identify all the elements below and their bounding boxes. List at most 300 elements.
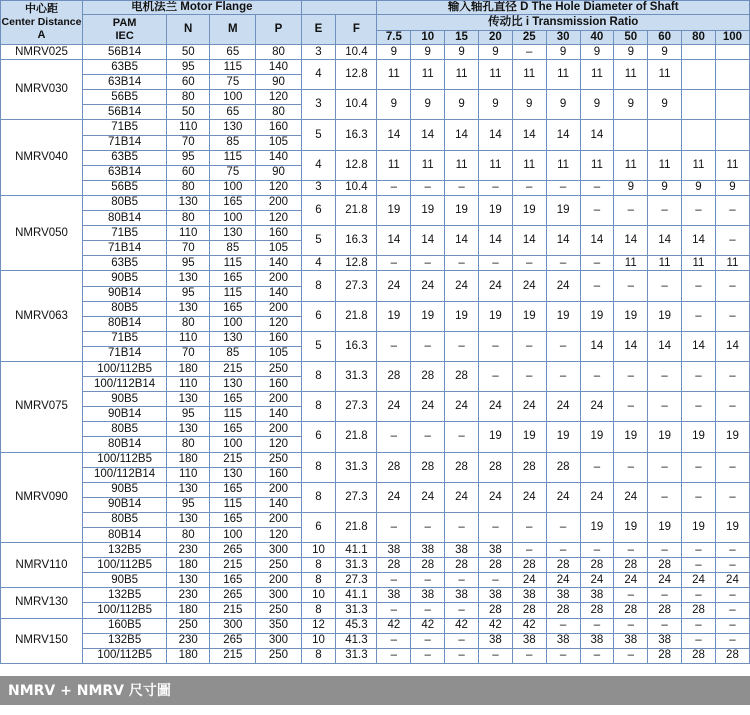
f-cell: 41.3	[336, 633, 377, 648]
shaft-diameter-cell: 14	[682, 226, 716, 256]
shaft-diameter-cell: 14	[445, 120, 479, 150]
m-cell: 85	[210, 241, 256, 256]
m-cell: 75	[210, 165, 256, 180]
e-cell: 10	[301, 633, 336, 648]
shaft-diameter-cell: 38	[614, 633, 648, 648]
center-distance-a: A	[37, 29, 46, 41]
p-cell: 105	[256, 135, 301, 150]
f-cell: 21.8	[336, 301, 377, 331]
shaft-diameter-cell: 38	[512, 633, 546, 648]
shaft-diameter-cell: 24	[445, 271, 479, 301]
f-cell: 27.3	[336, 482, 377, 512]
shaft-diameter-cell: –	[682, 558, 716, 573]
p-cell: 120	[256, 90, 301, 105]
pam-iec-header	[83, 15, 167, 45]
shaft-diameter-cell: 9	[546, 90, 580, 120]
n-cell: 230	[167, 588, 210, 603]
pam-cell: 90B5	[83, 271, 167, 286]
ratio-header-cell: 10	[411, 31, 445, 45]
shaft-diameter-cell: 11	[580, 60, 614, 90]
e-cell: 8	[301, 392, 336, 422]
shaft-diameter-cell: –	[715, 588, 749, 603]
shaft-diameter-cell: 11	[512, 60, 546, 90]
m-cell: 265	[210, 588, 256, 603]
shaft-diameter-cell: –	[614, 392, 648, 422]
shaft-diameter-cell: 38	[411, 588, 445, 603]
p-cell: 140	[256, 256, 301, 271]
f-cell: 10.4	[336, 45, 377, 60]
frame-size-cell: NMRV040	[1, 120, 83, 195]
m-cell: 215	[210, 558, 256, 573]
m-cell: 165	[210, 301, 256, 316]
shaft-diameter-cell: 11	[614, 60, 648, 90]
m-cell: 100	[210, 437, 256, 452]
shaft-diameter-cell	[715, 45, 749, 60]
n-cell: 130	[167, 573, 210, 588]
shaft-diameter-cell: 19	[411, 301, 445, 331]
shaft-diameter-cell: –	[377, 512, 411, 542]
shaft-diameter-cell: 24	[614, 573, 648, 588]
shaft-diameter-cell: 28	[377, 558, 411, 573]
shaft-diameter-cell: 19	[648, 512, 682, 542]
shaft-diameter-cell: 38	[377, 588, 411, 603]
shaft-diameter-cell: 9	[648, 180, 682, 195]
shaft-diameter-cell: –	[715, 543, 749, 558]
shaft-diameter-cell: –	[478, 361, 512, 391]
n-header: N	[167, 15, 210, 45]
pam-cell: 71B5	[83, 120, 167, 135]
shaft-diameter-cell: –	[682, 271, 716, 301]
table-row	[1, 422, 750, 437]
shaft-diameter-cell: 28	[445, 452, 479, 482]
e-cell: 5	[301, 331, 336, 361]
pam-cell: 160B5	[83, 618, 167, 633]
shaft-diameter-cell: 14	[580, 226, 614, 256]
p-cell: 250	[256, 648, 301, 663]
n-cell: 80	[167, 180, 210, 195]
n-cell: 130	[167, 392, 210, 407]
m-cell: 130	[210, 377, 256, 392]
shaft-diameter-cell: 24	[546, 271, 580, 301]
shaft-diameter-cell: –	[546, 648, 580, 663]
shaft-diameter-cell: 14	[512, 226, 546, 256]
table-row	[1, 452, 750, 467]
pam-cell: 100/112B5	[83, 558, 167, 573]
shaft-diameter-cell: –	[478, 512, 512, 542]
shaft-diameter-cell: –	[445, 573, 479, 588]
p-cell: 120	[256, 211, 301, 226]
shaft-diameter-cell: 28	[648, 603, 682, 618]
p-cell: 120	[256, 316, 301, 331]
shaft-diameter-cell: 24	[580, 482, 614, 512]
n-cell: 180	[167, 603, 210, 618]
pam-cell: 63B5	[83, 60, 167, 75]
shaft-diameter-cell: 19	[682, 422, 716, 452]
shaft-diameter-cell: –	[445, 331, 479, 361]
pam-cell: 71B5	[83, 331, 167, 346]
n-cell: 130	[167, 271, 210, 286]
shaft-diameter-cell: 19	[512, 301, 546, 331]
shaft-diameter-cell: 19	[445, 301, 479, 331]
pam-cell: 71B5	[83, 226, 167, 241]
shaft-diameter-cell: 24	[411, 271, 445, 301]
p-cell: 200	[256, 392, 301, 407]
p-cell: 300	[256, 543, 301, 558]
shaft-diameter-cell: 24	[478, 392, 512, 422]
shaft-diameter-cell: 11	[377, 150, 411, 180]
shaft-diameter-cell: 9	[411, 45, 445, 60]
shaft-diameter-cell: –	[546, 331, 580, 361]
pam-cell: 80B14	[83, 437, 167, 452]
shaft-diameter-cell: –	[648, 392, 682, 422]
shaft-diameter-cell: –	[715, 226, 749, 256]
p-cell: 250	[256, 452, 301, 467]
m-cell: 215	[210, 452, 256, 467]
f-cell: 27.3	[336, 392, 377, 422]
shaft-diameter-cell: –	[546, 256, 580, 271]
p-cell: 140	[256, 286, 301, 301]
m-cell: 165	[210, 195, 256, 210]
shaft-diameter-cell: 42	[411, 618, 445, 633]
shaft-diameter-cell: –	[580, 180, 614, 195]
shaft-diameter-cell: –	[445, 648, 479, 663]
p-cell: 140	[256, 60, 301, 75]
shaft-diameter-cell: 19	[478, 195, 512, 225]
shaft-diameter-cell: 38	[512, 588, 546, 603]
shaft-diameter-cell: –	[682, 195, 716, 225]
f-cell: 16.3	[336, 226, 377, 256]
n-cell: 110	[167, 467, 210, 482]
shaft-diameter-cell: 24	[648, 573, 682, 588]
shaft-diameter-cell: 14	[614, 331, 648, 361]
e-cell: 8	[301, 558, 336, 573]
shaft-diameter-cell: 38	[546, 633, 580, 648]
pam-label: PAM	[112, 16, 137, 29]
shaft-diameter-cell: 24	[580, 392, 614, 422]
pam-cell: 80B5	[83, 512, 167, 527]
p-cell: 200	[256, 482, 301, 497]
f-cell: 12.8	[336, 150, 377, 180]
shaft-diameter-cell: 11	[445, 60, 479, 90]
shaft-diameter-cell: 14	[715, 331, 749, 361]
shaft-diameter-cell: 28	[377, 361, 411, 391]
frame-size-cell: NMRV030	[1, 60, 83, 120]
shaft-diameter-cell: 38	[580, 633, 614, 648]
shaft-diameter-cell: 28	[648, 648, 682, 663]
n-cell: 180	[167, 361, 210, 376]
m-cell: 265	[210, 543, 256, 558]
m-cell: 165	[210, 392, 256, 407]
shaft-diameter-cell: 11	[512, 150, 546, 180]
shaft-diameter-cell: 42	[512, 618, 546, 633]
pam-cell: 80B5	[83, 422, 167, 437]
shaft-diameter-cell: –	[648, 271, 682, 301]
shaft-diameter-cell: 14	[648, 226, 682, 256]
m-cell: 65	[210, 105, 256, 120]
hole-diameter-header: 输入轴孔直径 D The Hole Diameter of Shaft	[377, 1, 750, 15]
shaft-diameter-cell: –	[682, 543, 716, 558]
e-cell: 4	[301, 150, 336, 180]
table-row	[1, 512, 750, 527]
e-cell: 6	[301, 195, 336, 225]
shaft-diameter-cell: 24	[445, 482, 479, 512]
shaft-diameter-cell: 19	[512, 195, 546, 225]
table-row	[1, 256, 750, 271]
p-cell: 90	[256, 165, 301, 180]
shaft-diameter-cell: –	[411, 180, 445, 195]
n-cell: 110	[167, 120, 210, 135]
pam-cell: 132B5	[83, 543, 167, 558]
p-cell: 200	[256, 512, 301, 527]
frame-size-cell: NMRV130	[1, 588, 83, 618]
table-row	[1, 180, 750, 195]
n-cell: 70	[167, 241, 210, 256]
n-cell: 80	[167, 437, 210, 452]
shaft-diameter-cell: 9	[682, 180, 716, 195]
shaft-diameter-cell: 14	[614, 226, 648, 256]
iec-label: IEC	[115, 29, 134, 42]
shaft-diameter-cell: 11	[546, 60, 580, 90]
shaft-diameter-cell	[614, 120, 648, 150]
shaft-diameter-cell: 38	[580, 588, 614, 603]
shaft-diameter-cell: 28	[648, 558, 682, 573]
p-cell: 350	[256, 618, 301, 633]
shaft-diameter-cell: –	[411, 512, 445, 542]
shaft-diameter-cell: 19	[614, 512, 648, 542]
shaft-diameter-cell: –	[614, 195, 648, 225]
e-cell: 5	[301, 120, 336, 150]
shaft-diameter-cell: 9	[614, 180, 648, 195]
pam-cell: 63B14	[83, 75, 167, 90]
shaft-diameter-cell: –	[512, 648, 546, 663]
p-cell: 90	[256, 75, 301, 90]
pam-cell: 63B5	[83, 256, 167, 271]
shaft-diameter-cell: –	[648, 543, 682, 558]
f-cell: 21.8	[336, 422, 377, 452]
shaft-diameter-cell: 24	[546, 392, 580, 422]
shaft-diameter-cell: –	[377, 256, 411, 271]
pam-cell: 90B14	[83, 286, 167, 301]
pam-cell: 90B14	[83, 407, 167, 422]
f-cell: 12.8	[336, 256, 377, 271]
shaft-diameter-cell: 28	[445, 361, 479, 391]
shaft-diameter-cell: 24	[377, 482, 411, 512]
shaft-diameter-cell: 9	[478, 45, 512, 60]
shaft-diameter-cell: –	[682, 633, 716, 648]
shaft-diameter-cell: 14	[377, 226, 411, 256]
m-cell: 100	[210, 316, 256, 331]
motor-flange-header: 电机法兰 Motor Flange	[83, 1, 301, 15]
shaft-diameter-cell: 24	[478, 482, 512, 512]
n-cell: 60	[167, 165, 210, 180]
pam-cell: 80B5	[83, 195, 167, 210]
m-cell: 85	[210, 135, 256, 150]
pam-cell: 132B5	[83, 633, 167, 648]
p-cell: 250	[256, 361, 301, 376]
shaft-diameter-cell: –	[715, 633, 749, 648]
shaft-diameter-cell: 19	[445, 195, 479, 225]
table-row	[1, 120, 750, 135]
m-cell: 115	[210, 150, 256, 165]
pam-cell: 90B14	[83, 497, 167, 512]
shaft-diameter-cell: –	[445, 256, 479, 271]
shaft-diameter-cell: 19	[715, 422, 749, 452]
pam-cell: 71B14	[83, 241, 167, 256]
pam-cell: 56B14	[83, 45, 167, 60]
shaft-diameter-cell: –	[580, 543, 614, 558]
shaft-diameter-cell: 24	[546, 482, 580, 512]
shaft-diameter-cell: 19	[648, 301, 682, 331]
p-cell: 200	[256, 573, 301, 588]
f-cell: 31.3	[336, 648, 377, 663]
e-cell: 6	[301, 422, 336, 452]
f-cell: 21.8	[336, 512, 377, 542]
shaft-diameter-cell: 19	[580, 422, 614, 452]
e-cell: 5	[301, 226, 336, 256]
ratio-header-cell: 50	[614, 31, 648, 45]
shaft-diameter-cell	[682, 90, 716, 120]
m-cell: 130	[210, 331, 256, 346]
shaft-diameter-cell: 14	[512, 120, 546, 150]
shaft-diameter-cell: 24	[512, 482, 546, 512]
m-cell: 165	[210, 422, 256, 437]
shaft-diameter-cell: 19	[614, 301, 648, 331]
ratio-header-cell: 80	[682, 31, 716, 45]
table-row	[1, 543, 750, 558]
shaft-diameter-cell: 38	[478, 633, 512, 648]
table-row	[1, 331, 750, 346]
shaft-diameter-cell: –	[580, 256, 614, 271]
n-cell: 230	[167, 543, 210, 558]
shaft-diameter-cell	[715, 90, 749, 120]
shaft-diameter-cell: –	[715, 482, 749, 512]
shaft-diameter-cell: –	[478, 573, 512, 588]
f-cell: 31.3	[336, 558, 377, 573]
shaft-diameter-cell: 24	[682, 573, 716, 588]
shaft-diameter-cell: –	[648, 361, 682, 391]
table-row	[1, 573, 750, 588]
n-cell: 80	[167, 90, 210, 105]
shaft-diameter-cell: 24	[478, 271, 512, 301]
shaft-diameter-cell: –	[715, 361, 749, 391]
shaft-diameter-cell: –	[682, 588, 716, 603]
shaft-diameter-cell: 19	[546, 301, 580, 331]
shaft-diameter-cell: 9	[648, 45, 682, 60]
pam-cell: 71B14	[83, 135, 167, 150]
shaft-diameter-cell: –	[411, 256, 445, 271]
shaft-diameter-cell: 19	[546, 422, 580, 452]
shaft-diameter-cell: 19	[377, 301, 411, 331]
p-header: P	[256, 15, 301, 45]
e-cell: 12	[301, 618, 336, 633]
f-header: F	[336, 15, 377, 45]
shaft-diameter-cell: –	[411, 331, 445, 361]
shaft-diameter-cell: –	[478, 331, 512, 361]
n-cell: 180	[167, 648, 210, 663]
n-cell: 180	[167, 452, 210, 467]
shaft-diameter-cell: 24	[411, 482, 445, 512]
f-cell: 16.3	[336, 120, 377, 150]
m-cell: 65	[210, 45, 256, 60]
p-cell: 120	[256, 528, 301, 543]
shaft-diameter-cell: –	[648, 618, 682, 633]
shaft-diameter-cell: 28	[512, 452, 546, 482]
m-cell: 165	[210, 482, 256, 497]
shaft-diameter-cell: 9	[512, 90, 546, 120]
shaft-diameter-cell: 11	[715, 256, 749, 271]
shaft-diameter-cell: –	[546, 543, 580, 558]
ratio-header-cell: 25	[512, 31, 546, 45]
shaft-diameter-cell: –	[648, 195, 682, 225]
shaft-diameter-cell: –	[445, 180, 479, 195]
shaft-diameter-cell: 9	[580, 90, 614, 120]
p-cell: 300	[256, 633, 301, 648]
shaft-diameter-cell: 42	[445, 618, 479, 633]
f-cell: 41.1	[336, 543, 377, 558]
e-cell: 8	[301, 573, 336, 588]
shaft-diameter-cell: –	[377, 573, 411, 588]
m-cell: 115	[210, 60, 256, 75]
n-cell: 130	[167, 512, 210, 527]
pam-cell: 90B5	[83, 573, 167, 588]
f-cell: 12.8	[336, 60, 377, 90]
p-cell: 80	[256, 105, 301, 120]
shaft-diameter-cell: 19	[580, 301, 614, 331]
ratio-header-cell: 15	[445, 31, 479, 45]
shaft-diameter-cell: –	[377, 331, 411, 361]
shaft-diameter-cell: 9	[648, 90, 682, 120]
table-row	[1, 45, 750, 60]
p-cell: 140	[256, 497, 301, 512]
shaft-diameter-cell: 19	[478, 301, 512, 331]
shaft-diameter-cell: 11	[648, 256, 682, 271]
shaft-diameter-cell: 28	[478, 603, 512, 618]
shaft-diameter-cell: –	[682, 482, 716, 512]
n-cell: 50	[167, 105, 210, 120]
m-cell: 130	[210, 120, 256, 135]
shaft-diameter-cell: –	[546, 618, 580, 633]
frame-size-cell: NMRV090	[1, 452, 83, 543]
shaft-diameter-cell: 28	[411, 361, 445, 391]
e-cell: 10	[301, 543, 336, 558]
p-cell: 140	[256, 407, 301, 422]
shaft-diameter-cell: –	[377, 633, 411, 648]
shaft-diameter-cell: –	[614, 588, 648, 603]
table-row	[1, 482, 750, 497]
shaft-diameter-cell: –	[682, 392, 716, 422]
pam-cell: 56B5	[83, 90, 167, 105]
shaft-diameter-cell: 24	[377, 271, 411, 301]
f-cell: 27.3	[336, 271, 377, 301]
shaft-diameter-cell: –	[512, 512, 546, 542]
pam-cell: 100/112B5	[83, 603, 167, 618]
table-row	[1, 361, 750, 376]
shaft-diameter-cell: 14	[411, 226, 445, 256]
p-cell: 160	[256, 377, 301, 392]
shaft-diameter-cell: –	[580, 648, 614, 663]
ratio-header-cell: 100	[715, 31, 749, 45]
shaft-diameter-cell: 24	[512, 392, 546, 422]
shaft-diameter-cell: 19	[377, 195, 411, 225]
m-cell: 165	[210, 271, 256, 286]
shaft-diameter-cell: 28	[512, 603, 546, 618]
shaft-diameter-cell: –	[512, 331, 546, 361]
shaft-diameter-cell: 9	[614, 90, 648, 120]
shaft-diameter-cell: 38	[546, 588, 580, 603]
pam-cell: 100/112B14	[83, 377, 167, 392]
table-row	[1, 195, 750, 210]
shaft-diameter-cell: –	[377, 603, 411, 618]
